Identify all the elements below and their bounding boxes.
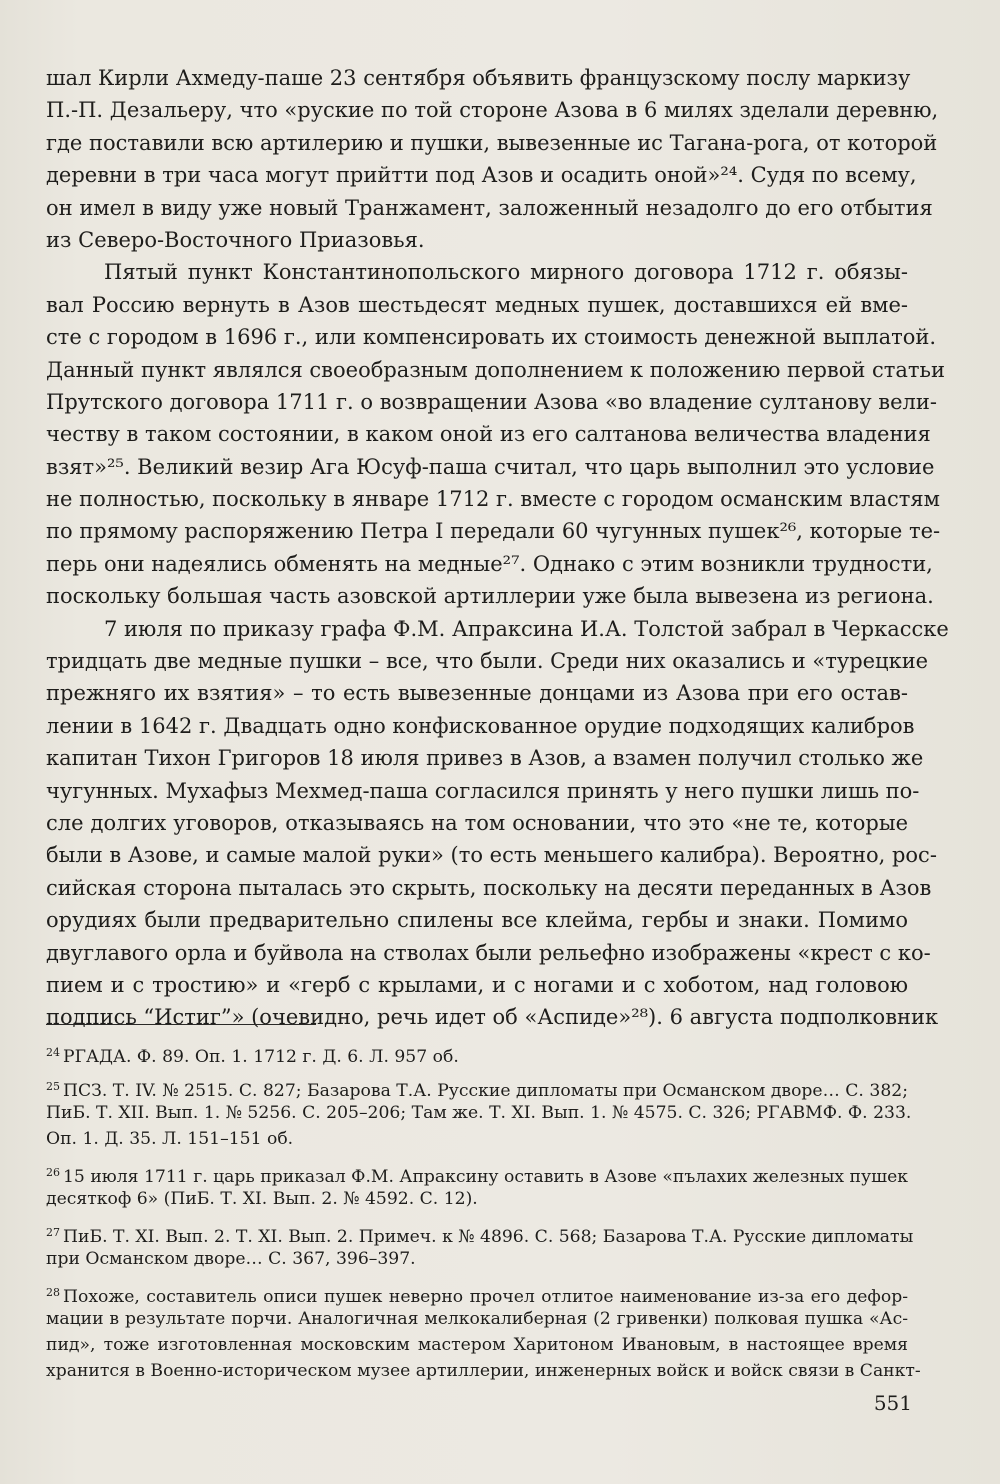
page-number: 551 <box>873 1391 912 1415</box>
footnote-line <box>46 1186 908 1212</box>
text-line: перь они надеялись обменять на медные²⁷. Однако с этим возникли трудности, <box>46 551 933 576</box>
text-line: шал Кирли Ахмеду-паше 23 сентября объявить французскому послу маркизу <box>46 66 911 90</box>
text-line: тридцать две медные пушки – все, что были. Среди них оказались и «турецкие <box>46 649 929 674</box>
footnote-number: 27 <box>46 1226 60 1239</box>
text-line: пием и с тростию» и «герб с крылами, и с ногами и с хоботом, над головою <box>46 972 908 997</box>
footnote-number: 26 <box>46 1166 60 1179</box>
text-line: прежняго их взятия» – то есть вывезенные донцами из Азова при его остав- <box>46 681 908 706</box>
text-line: капитан Тихон Григоров 18 июля привез в Азов, а взамен получил столько же <box>46 746 924 771</box>
text-line: поскольку большая часть азовской артиллерии уже была вывезена из региона. <box>46 584 934 609</box>
text-line: сте с городом в 1696 г., или компенсировать их стоимость денежной выплатой. <box>46 325 937 350</box>
text-line: сле долгих уговоров, отказываясь на том основании, что это «не те, которые <box>46 810 908 835</box>
footnote-number: 24 <box>46 1046 60 1059</box>
footnote-line <box>46 1040 908 1066</box>
footnote-text: мации в результате порчи. Аналогичная мелкокалиберная (2 гривенки) полковая пушка «Ас- <box>46 1309 908 1329</box>
footnote-text: хранится в Военно-историческом музее артиллерии, инженерных войск и войск связи в Санкт- <box>46 1361 921 1381</box>
text-line: лении в 1642 г. Двадцать одно конфискованное орудие подходящих калибров <box>46 713 915 738</box>
footnote-text: ПиБ. Т. XI. Вып. 2. Т. XI. Вып. 2. Примеч. к № 4896. С. 568; Базарова Т.А. Русские дипломаты <box>63 1227 914 1247</box>
footnote-separator <box>46 1024 316 1025</box>
text-line: не полностью, поскольку в январе 1712 г. вместе с городом османским властям <box>46 487 940 512</box>
footnote-text: при Османском дворе… С. 367, 396–397. <box>46 1249 416 1269</box>
footnote-text: ПСЗ. Т. IV. № 2515. С. 827; Базарова Т.А. Русские дипломаты при Османском дворе… С. 382; <box>63 1081 908 1101</box>
text-line: по прямому распоряжению Петра I передали 60 чугунных пушек²⁶, которые те- <box>46 519 941 544</box>
text-line: деревни в три часа могут прийтти под Азов и осадить оной»²⁴. Судя по всему, <box>46 163 917 188</box>
footnote-line <box>46 1306 908 1332</box>
footnote-line <box>46 1160 908 1186</box>
footnote-line <box>46 1280 908 1306</box>
footnote-24 <box>46 1040 908 1066</box>
footnote-text: РГАДА. Ф. 89. Оп. 1. 1712 г. Д. 6. Л. 957 об. <box>63 1047 459 1067</box>
footnote-line <box>46 1074 908 1100</box>
footnote-28 <box>46 1280 921 1384</box>
text-line: двуглавого орла и буйвола на стволах были рельефно изображены «крест с ко- <box>46 940 931 965</box>
footnote-number: 25 <box>46 1080 60 1093</box>
footnote-27 <box>46 1220 914 1272</box>
text-line: он имел в виду уже новый Транжамент, заложенный незадолго до его отбытия <box>46 195 933 220</box>
footnote-text: пид», тоже изготовленная московским мастером Харитоном Ивановым, в настоящее время <box>46 1335 908 1355</box>
text-line: честву в таком состоянии, в каком оной из его салтанова величества владения <box>46 422 931 447</box>
text-line: чугунных. Мухафыз Мехмед-паша согласился принять у него пушки лишь по- <box>46 778 920 803</box>
footnotes <box>46 1040 921 1392</box>
text-line: Данный пункт являлся своеобразным дополнением к положению первой статьи <box>46 357 945 382</box>
footnote-text: ПиБ. Т. XII. Вып. 1. № 5256. С. 205–206; Там же. Т. XI. Вып. 1. № 4575. С. 326; РГАВМФ. Ф. 233. <box>46 1103 912 1123</box>
footnote-text: десяткоф 6» (ПиБ. Т. XI. Вып. 2. № 4592. С. 12). <box>46 1189 478 1209</box>
text-line: сийская сторона пыталась это скрыть, поскольку на десяти переданных в Азов <box>46 875 932 900</box>
text-line: Прутского договора 1711 г. о возвращении Азова «во владение султанову вели- <box>46 389 937 414</box>
footnote-line <box>46 1100 912 1126</box>
text-line: П.-П. Дезальеру, что «руские по той стороне Азова в 6 милях зделали деревню, <box>46 98 939 123</box>
footnote-line <box>46 1126 908 1152</box>
text-line: где поставили всю артилерию и пушки, вывезенные ис Тагана-рога, от которой <box>46 130 938 155</box>
text-line: были в Азове, и самые малой руки» (то есть меньшего калибра). Вероятно, рос- <box>46 843 937 868</box>
footnote-text: Оп. 1. Д. 35. Л. 151–151 об. <box>46 1129 294 1149</box>
text-line: орудиях были предварительно спилены все клейма, гербы и знаки. Помимо <box>46 908 908 933</box>
text-line: 7 июля по приказу графа Ф.М. Апраксина И.А. Толстой забрал в Черкасске <box>104 616 949 641</box>
footnote-line <box>46 1220 914 1247</box>
footnote-26 <box>46 1160 908 1212</box>
footnote-line <box>46 1358 921 1384</box>
text-line: подпись “Истиг”» (очевидно, речь идет об «Аспиде»²⁸). 6 августа подполковник <box>46 1005 939 1030</box>
text-line: Пятый пункт Константинопольского мирного договора 1712 г. обязы- <box>104 260 908 285</box>
footnote-line <box>46 1332 908 1358</box>
text-line: из Северо-Восточного Приазовья. <box>46 227 425 252</box>
footnote-25 <box>46 1074 912 1152</box>
footnote-text: Похоже, составитель описи пушек неверно прочел отлитое наименование из-за его дефор- <box>63 1287 908 1307</box>
footnote-text: 15 июля 1711 г. царь приказал Ф.М. Апраксину оставить в Азове «пълахих железных пушек <box>63 1167 908 1187</box>
footnote-number: 28 <box>46 1286 60 1299</box>
main-text <box>46 62 949 1034</box>
text-line: взят»²⁵. Великий везир Ага Юсуф-паша считал, что царь выполнил это условие <box>46 454 935 479</box>
text-line: вал Россию вернуть в Азов шестьдесят медных пушек, доставшихся ей вме- <box>46 292 908 317</box>
footnote-line <box>46 1246 908 1272</box>
